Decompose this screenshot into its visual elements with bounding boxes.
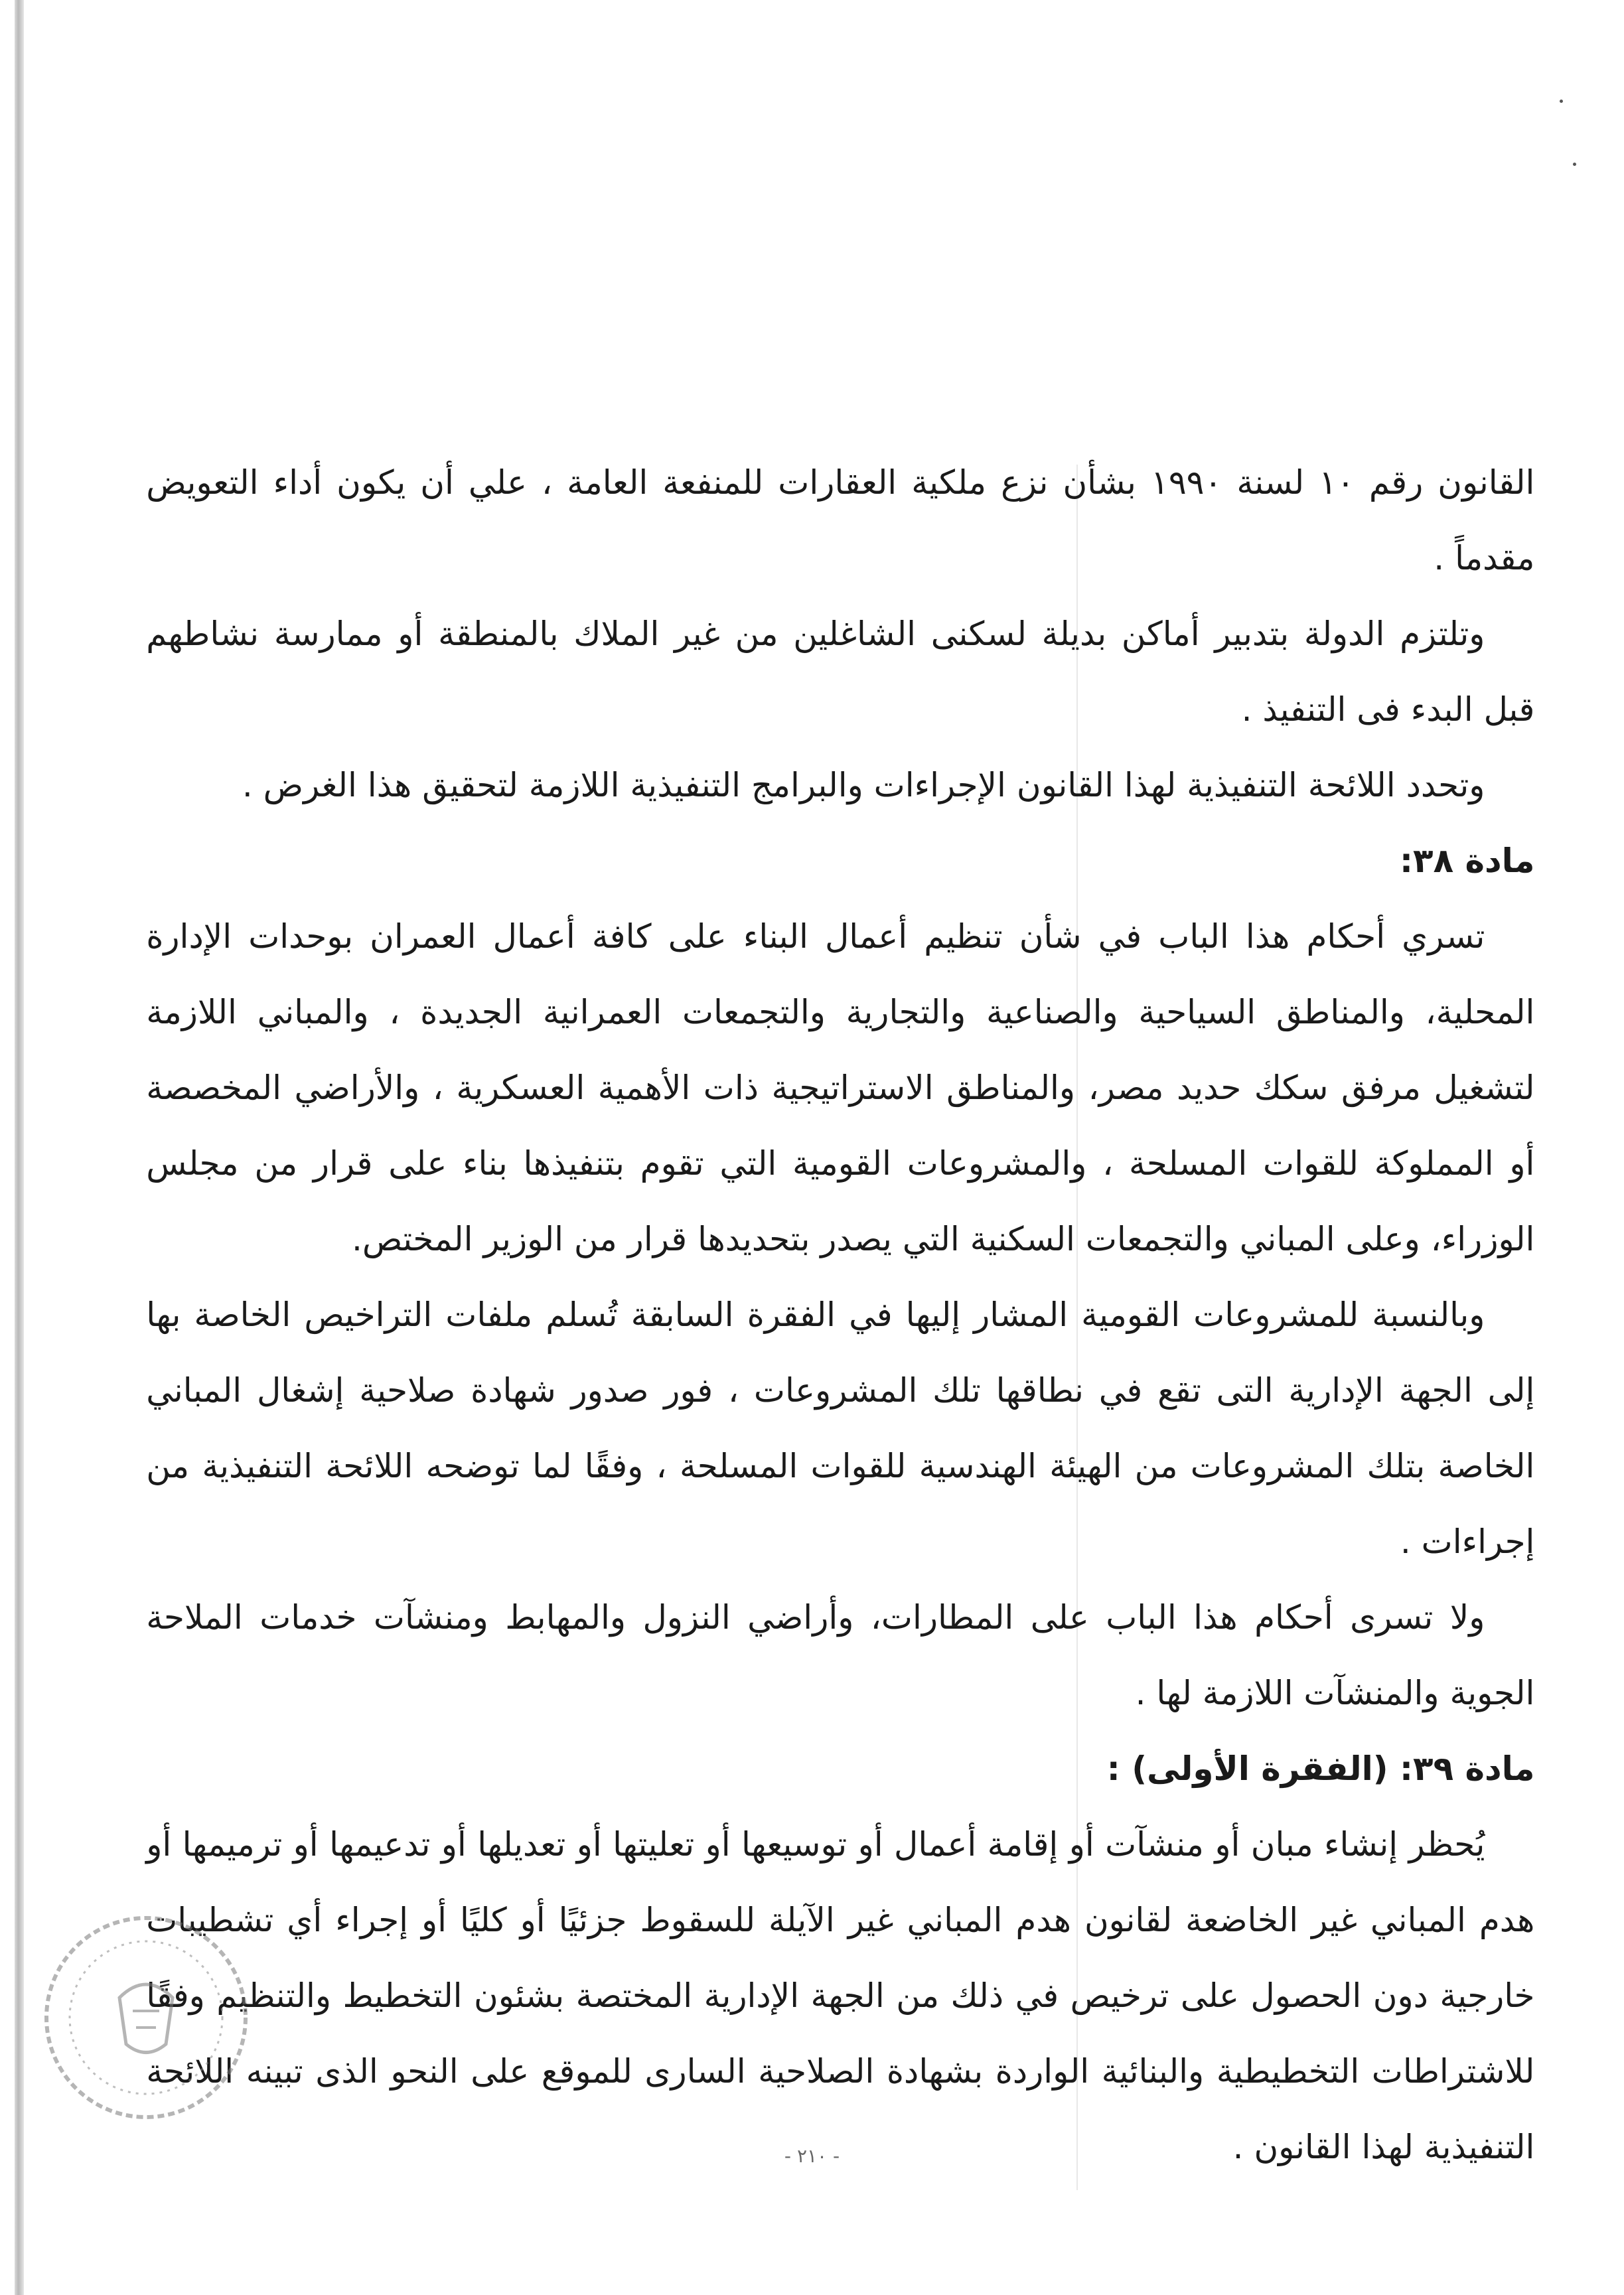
scan-edge	[15, 0, 24, 2295]
scan-speck	[1560, 100, 1563, 103]
paragraph-intro-3: وتحدد اللائحة التنفيذية لهذا القانون الإجراءات والبرامج التنفيذية اللازمة لتحقيق هذا الغرض .	[242, 766, 1485, 804]
paragraph-intro-2: وتلتزم الدولة بتدبير أماكن بديلة لسكنى الشاغلين من غير الملاك بالمنطقة أو ممارسة نشاطهم قبل البدء فى التنفيذ .	[146, 615, 1535, 729]
article-38-paragraph-3: ولا تسرى أحكام هذا الباب على المطارات، وأراضي النزول والمهابط ومنشآت خدمات الملاحة الجوية والمنشآت اللازمة لها .	[146, 1598, 1535, 1712]
paragraph-intro-1: القانون رقم ١٠ لسنة ١٩٩٠ بشأن نزع ملكية العقارات للمنفعة العامة ، علي أن يكون أداء التعويض مقدماً .	[146, 463, 1535, 577]
article-39-paragraph-1: يُحظر إنشاء مبان أو منشآت أو إقامة أعمال أو توسيعها أو تعليتها أو تعديلها أو تدعيمها أو ترميمها أو هدم المباني غير الخاضعة لقانون هدم المباني غير الآيلة للسقوط جزئيًا أو كليًا أو إجراء أي تشطيبات خارجية دون الحصول على ترخيص في ذلك من الجهة الإدارية المختصة بشئون التخطيط والتنظيم وفقًا للاشتراطات التخطيطية والبنائية الواردة بشهادة الصلاحية السارى للموقع على النحو الذى تبينه اللائحة التنفيذية لهذا القانون .	[146, 1825, 1535, 2166]
article-39-title: مادة ٣٩:	[1400, 1749, 1535, 1788]
article-39-heading	[146, 1731, 1534, 1807]
article-38-paragraph-1: تسري أحكام هذا الباب في شأن تنظيم أعمال البناء على كافة أعمال العمران بوحدات الإدارة المحلية، والمناطق السياحية والصناعية والتجارية والتجمعات العمرانية الجديدة ، والمباني اللازمة لتشغيل مرفق سكك حديد مصر، والمناطق الاستراتيجية ذات الأهمية العسكرية ، والأراضي المخصصة أو المملوكة للقوات المسلحة ، والمشروعات القومية التي تقوم بتنفيذها بناء على قرار من مجلس الوزراء، وعلى المباني والتجمعات السكنية التي يصدر بتحديدها قرار من الوزير المختص.	[146, 917, 1535, 1258]
page-number: - ٢١٠ -	[784, 2145, 840, 2167]
scan-speck	[1573, 163, 1576, 166]
article-39-subheading: (الفقرة الأولى) :	[1106, 1749, 1388, 1788]
document-body	[146, 445, 1534, 2185]
official-seal-stamp	[40, 1911, 252, 2124]
article-38-paragraph-2: وبالنسبة للمشروعات القومية المشار إليها في الفقرة السابقة تُسلم ملفات التراخيص الخاصة بها إلى الجهة الإدارية التى تقع في نطاقها تلك المشروعات ، فور صدور شهادة صلاحية إشغال المباني الخاصة بتلك المشروعات من الهيئة الهندسية للقوات المسلحة ، وفقًا لما توضحه اللائحة التنفيذية من إجراءات .	[146, 1296, 1535, 1561]
article-38-heading: مادة ٣٨:	[1400, 842, 1535, 880]
